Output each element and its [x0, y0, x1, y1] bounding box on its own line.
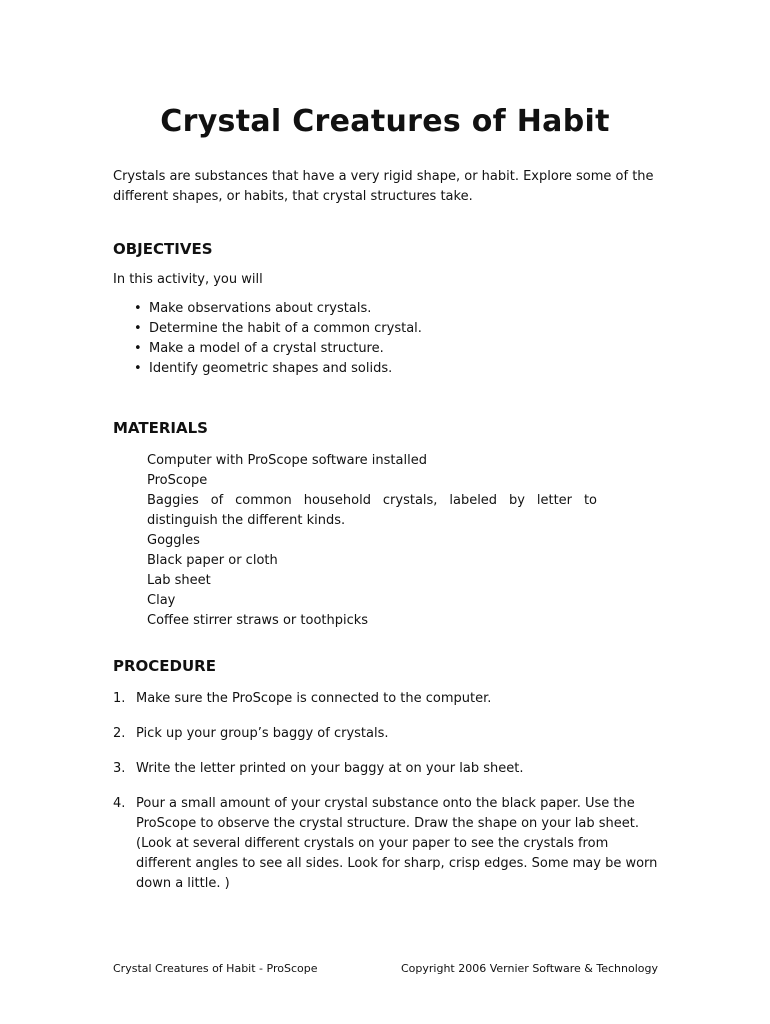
material-item: Baggies of common household crystals, labeled by letter to distinguish the different kinds.: [147, 493, 597, 528]
page-title: Crystal Creatures of Habit: [160, 104, 610, 139]
objectives-heading: OBJECTIVES: [113, 240, 213, 258]
step-number: 2.: [113, 726, 126, 741]
objective-item: [130, 319, 422, 339]
step-number: 1.: [113, 691, 126, 706]
materials-heading: MATERIALS: [113, 419, 208, 437]
step-text: Write the letter printed on your baggy at on your lab sheet.: [136, 761, 524, 776]
procedure-heading: PROCEDURE: [113, 657, 216, 675]
objectives-list: [130, 299, 422, 379]
bullet-icon: •: [134, 361, 142, 376]
step-number: 4.: [113, 796, 126, 811]
objective-text: Identify geometric shapes and solids.: [149, 361, 393, 376]
procedure-step: [113, 759, 658, 779]
step-text: Pour a small amount of your crystal substance onto the black paper. Use the ProScope to observe the crystal structure. Draw the shape on your lab sheet. (Look at several different crystals on your paper to see the crystals from different angles to see all sides. Look for sharp, crisp edges. Some may be worn down a little. ): [136, 796, 658, 891]
bullet-icon: •: [134, 341, 142, 356]
objective-text: Make observations about crystals.: [149, 301, 372, 316]
footer-copyright: Copyright 2006 Vernier Software & Technology: [401, 962, 658, 975]
step-number: 3.: [113, 761, 126, 776]
procedure-list: [113, 689, 658, 909]
material-item: Goggles: [147, 533, 200, 548]
material-item: Coffee stirrer straws or toothpicks: [147, 613, 369, 628]
objective-item: [130, 359, 422, 379]
procedure-step: [113, 689, 658, 709]
bullet-icon: •: [134, 321, 142, 336]
procedure-step: [113, 794, 658, 894]
step-text: Pick up your group’s baggy of crystals.: [136, 726, 389, 741]
footer-title: Crystal Creatures of Habit - ProScope: [113, 962, 318, 975]
material-item: Lab sheet: [147, 573, 211, 588]
bullet-icon: •: [134, 301, 142, 316]
material-item: Black paper or cloth: [147, 553, 278, 568]
material-item: Clay: [147, 593, 176, 608]
material-item: Computer with ProScope software installed: [147, 453, 427, 468]
material-item: ProScope: [147, 473, 208, 488]
objective-text: Make a model of a crystal structure.: [149, 341, 384, 356]
procedure-step: [113, 724, 658, 744]
materials-list: [147, 451, 597, 631]
step-text: Make sure the ProScope is connected to the computer.: [136, 691, 492, 706]
intro-paragraph: Crystals are substances that have a very rigid shape, or habit. Explore some of the different shapes, or habits, that crystal structures take.: [113, 169, 654, 204]
objective-item: [130, 299, 422, 319]
objective-text: Determine the habit of a common crystal.: [149, 321, 422, 336]
objective-item: [130, 339, 422, 359]
objectives-lead: In this activity, you will: [113, 272, 263, 287]
